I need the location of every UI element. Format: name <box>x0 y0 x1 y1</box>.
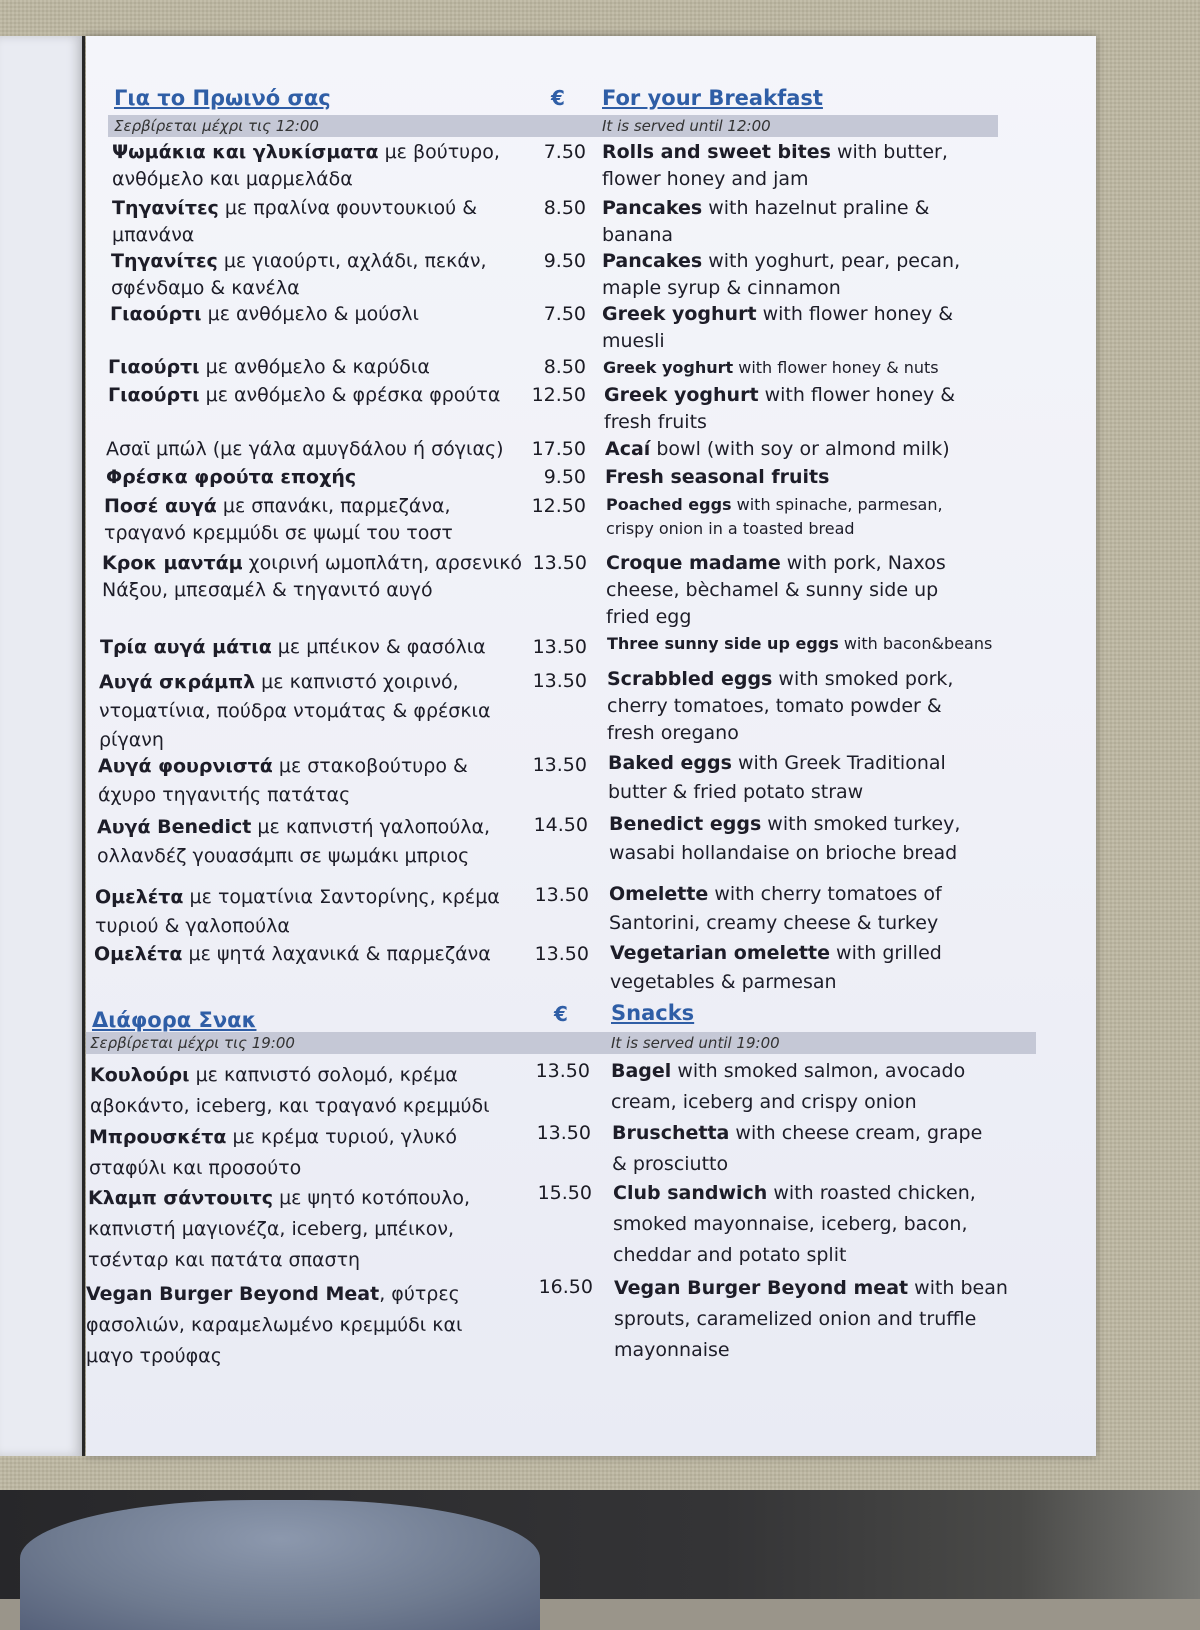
snacks-served-greek: Σερβίρεται μέχρι τις 19:00 <box>90 1034 295 1052</box>
snacks-title-greek: Διάφορα Σνακ <box>92 1008 257 1032</box>
menu-item-price: 13.50 <box>532 754 587 776</box>
menu-item-price: 15.50 <box>537 1182 592 1204</box>
breakfast-currency: € <box>551 86 565 110</box>
menu-item-greek: Κροκ μαντάμ χοιρινή ωμοπλάτη, αρσενικό Νάξου, μπεσαμέλ & τηγανιτό αυγό <box>102 552 523 601</box>
menu-item-greek: Ψωμάκια και γλυκίσματα με βούτυρο, ανθόμελο και μαρμελάδα <box>112 141 500 190</box>
menu-item-greek: Αυγά σκράμπλ με καπνιστό χοιρινό, ντοματίνια, πούδρα ντομάτας & φρέσκια ρίγανη <box>99 671 491 751</box>
menu-item-english: Scrabbled eggs with smoked pork, cherry tomatoes, tomato powder & fresh oregano <box>607 668 954 744</box>
menu-item-greek: Γιαούρτι με ανθόμελο & μούσλι <box>110 303 419 325</box>
menu-item-greek: Ποσέ αυγά με σπανάκι, παρμεζάνα, τραγανό κρεμμύδι σε ψωμί του τοστ <box>104 495 453 544</box>
menu-item-english: Greek yoghurt with flower honey & muesli <box>602 303 954 352</box>
menu-item-english: Bagel with smoked salmon, avocado cream, iceberg and crispy onion <box>611 1060 966 1113</box>
menu-item-price: 13.50 <box>532 552 587 574</box>
menu-item-greek: Αυγά φουρνιστά με στακοβούτυρο & άχυρο τηγανιτής πατάτας <box>98 755 468 806</box>
menu-item-greek: Ομελέτα με ψητά λαχανικά & παρμεζάνα <box>94 943 491 965</box>
menu-item-price: 7.50 <box>543 303 586 325</box>
menu-item-english: Pancakes with hazelnut praline & banana <box>602 197 930 246</box>
menu-item-greek: Γιαούρτι με ανθόμελο & καρύδια <box>108 356 430 378</box>
snacks-served-band <box>86 1032 1036 1054</box>
snacks-title-english: Snacks <box>611 1001 695 1025</box>
breakfast-served-band <box>108 115 998 137</box>
menu-item-greek: Γιαούρτι με ανθόμελο & φρέσκα φρούτα <box>108 384 501 406</box>
menu-item-greek: Τρία αυγά μάτια με μπέικον & φασόλια <box>100 636 486 658</box>
menu-item-price: 7.50 <box>543 141 586 163</box>
menu-item-english: Greek yoghurt with flower honey & nuts <box>603 358 939 377</box>
menu-item-greek: Αυγά Benedict με καπνιστή γαλοπούλα, ολλανδέζ γουασάμπι σε ψωμάκι μπριος <box>97 816 491 867</box>
menu-item-greek: Φρέσκα φρούτα εποχής <box>106 466 357 488</box>
menu-item-price: 17.50 <box>531 438 586 460</box>
menu-item-greek: Τηγανίτες με γιαούρτι, αχλάδι, πεκάν, σφένδαμο & κανέλα <box>111 250 487 299</box>
menu-item-english: Omelette with cherry tomatoes of Santorini, creamy cheese & turkey <box>609 883 942 934</box>
menu-item-greek: Vegan Burger Beyond Meat, φύτρες φασολιών, καραμελωμένο κρεμμύδι και μαγο τρούφας <box>86 1283 463 1367</box>
menu-item-english: Rolls and sweet bites with butter, flower honey and jam <box>602 141 948 190</box>
snacks-currency: € <box>554 1002 568 1026</box>
breakfast-title-greek: Για το Πρωινό σας <box>114 86 331 110</box>
menu-item-greek: Κλαμπ σάντουιτς με ψητό κοτόπουλο, καπνιστή μαγιονέζα, iceberg, μπέικον, τσένταρ και πατάτα σπαστη <box>88 1187 470 1271</box>
menu-item-english: Bruschetta with cheese cream, grape & prosciutto <box>612 1122 983 1175</box>
menu-item-english: Croque madame with pork, Naxos cheese, bèchamel & sunny side up fried egg <box>606 552 946 628</box>
menu-item-english: Vegetarian omelette with grilled vegetables & parmesan <box>610 942 942 993</box>
menu-item-english: Pancakes with yoghurt, pear, pecan, maple syrup & cinnamon <box>602 250 961 299</box>
menu-item-english: Acaí bowl (with soy or almond milk) <box>605 438 950 460</box>
menu-item-price: 13.50 <box>536 1122 591 1144</box>
menu-item-price: 9.50 <box>543 250 586 272</box>
menu-item-english: Three sunny side up eggs with bacon&beans <box>607 634 993 653</box>
menu-item-greek: Κουλούρι με καπνιστό σολομό, κρέμα αβοκάντο, iceberg, και τραγανό κρεμμύδι <box>90 1064 490 1117</box>
menu-item-price: 13.50 <box>534 943 589 965</box>
menu-item-price: 14.50 <box>533 814 588 836</box>
menu-page <box>86 36 1096 1456</box>
menu-item-price: 12.50 <box>531 384 586 406</box>
breakfast-served-english: It is served until 12:00 <box>602 117 771 135</box>
menu-item-english: Fresh seasonal fruits <box>605 466 830 488</box>
menu-item-price: 13.50 <box>532 636 587 658</box>
menu-item-english: Vegan Burger Beyond meat with bean sprouts, caramelized onion and truffle mayonnaise <box>614 1277 1008 1361</box>
menu-item-price: 9.50 <box>543 466 586 488</box>
snacks-served-english: It is served until 19:00 <box>611 1034 780 1052</box>
breakfast-served-greek: Σερβίρεται μέχρι τις 12:00 <box>114 117 319 135</box>
menu-item-english: Benedict eggs with smoked turkey, wasabi hollandaise on brioche bread <box>609 813 961 864</box>
menu-item-english: Club sandwich with roasted chicken, smoked mayonnaise, iceberg, bacon, cheddar and potato split <box>613 1182 976 1266</box>
menu-item-greek: Μπρουσκέτα με κρέμα τυριού, γλυκό σταφύλι και προσούτο <box>89 1126 458 1179</box>
menu-item-greek: Ομελέτα με τοματίνια Σαντορίνης, κρέμα τυριού & γαλοπούλα <box>95 886 500 937</box>
menu-item-price: 12.50 <box>531 495 586 517</box>
menu-item-english: Baked eggs with Greek Traditional butter & fried potato straw <box>608 752 946 803</box>
menu-item-english: Poached eggs with spinache, parmesan, crispy onion in a toasted bread <box>606 495 943 538</box>
knee-foreground <box>20 1500 540 1630</box>
menu-item-price: 8.50 <box>543 356 586 378</box>
breakfast-title-english: For your Breakfast <box>602 86 823 110</box>
menu-item-price: 16.50 <box>538 1276 593 1298</box>
menu-item-greek: Τηγανίτες με πραλίνα φουντουκιού & μπανάνα <box>112 197 478 246</box>
menu-item-english: Greek yoghurt with flower honey & fresh fruits <box>604 384 956 433</box>
menu-item-greek: Ασαϊ μπώλ (με γάλα αμυγδάλου ή σόγιας) <box>106 438 504 460</box>
menu-binder-left-page <box>0 36 85 1456</box>
menu-item-price: 13.50 <box>532 670 587 692</box>
menu-item-price: 13.50 <box>534 884 589 906</box>
menu-item-price: 13.50 <box>535 1060 590 1082</box>
menu-item-price: 8.50 <box>543 197 586 219</box>
